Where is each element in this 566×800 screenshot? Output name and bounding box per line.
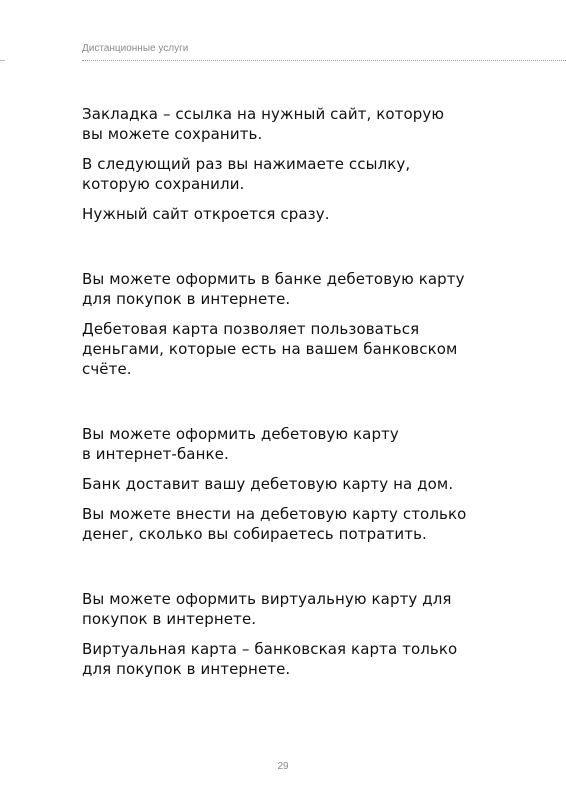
paragraph: Нужный сайт откроется сразу. <box>82 205 330 223</box>
text-block-virtual-card <box>82 589 502 679</box>
paragraph: Дебетовая карта позволяет пользоваться деньгами, которые есть на вашем банковском счёте. <box>82 320 458 378</box>
paragraph: Вы можете оформить виртуальную карту для покупок в интернете. <box>82 590 452 628</box>
header-divider <box>82 60 566 61</box>
page-number: 29 <box>277 761 289 772</box>
text-block-internet-bank <box>82 424 502 544</box>
page-edge-mark <box>0 60 5 61</box>
page-content <box>82 104 502 724</box>
paragraph: Банк доставит вашу дебетовую карту на дом. <box>82 475 454 493</box>
running-header: Дистанционные услуги <box>82 43 189 54</box>
paragraph: Вы можете оформить дебетовую карту в интернет-банке. <box>82 425 399 463</box>
paragraph: В следующий раз вы нажимаете ссылку, которую сохранили. <box>82 155 411 193</box>
paragraph: Вы можете оформить в банке дебетовую карту для покупок в интернете. <box>82 270 465 308</box>
paragraph: Закладка – ссылка на нужный сайт, которую вы можете сохранить. <box>82 105 445 143</box>
paragraph: Виртуальная карта – банковская карта только для покупок в интернете. <box>82 640 458 678</box>
text-block-debit-card <box>82 269 502 379</box>
text-block-bookmarks <box>82 104 502 224</box>
paragraph: Вы можете внести на дебетовую карту столько денег, сколько вы собираетесь потратить. <box>82 505 467 543</box>
